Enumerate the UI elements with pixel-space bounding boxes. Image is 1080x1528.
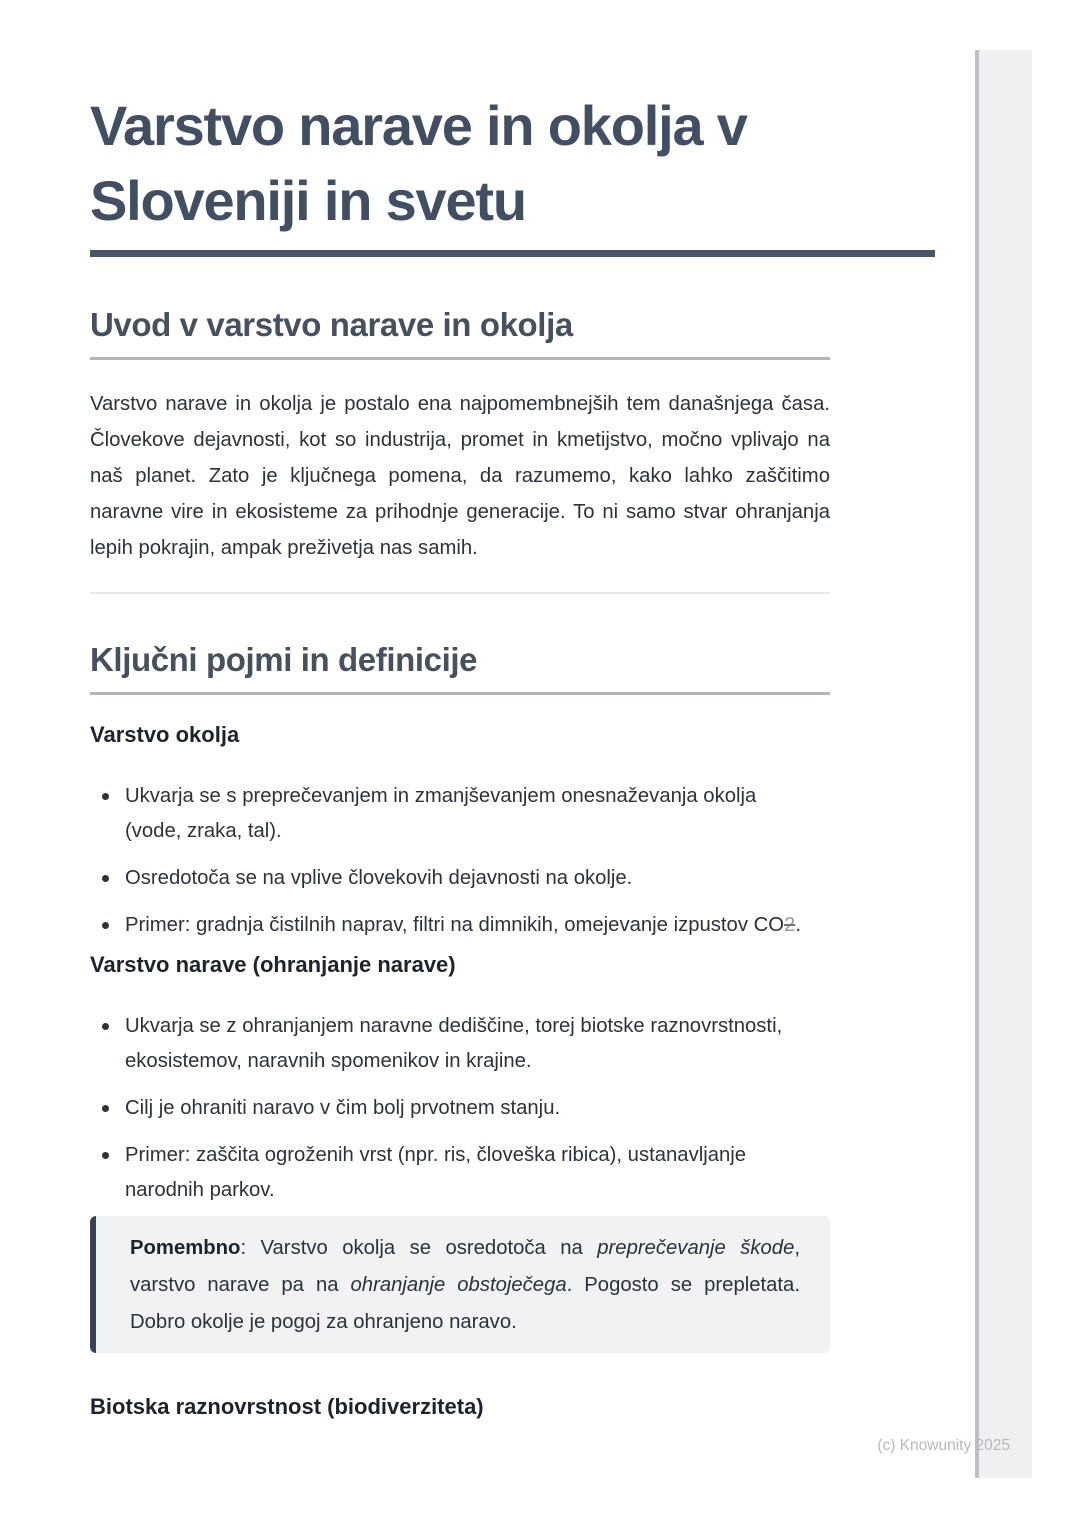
bullet-dot (102, 875, 109, 882)
callout-segment: . Pogosto se prepletata. Dobro okolje je pogoj za ohranjeno naravo. (130, 1274, 800, 1333)
list-item (90, 861, 811, 896)
list-item (90, 908, 811, 943)
title-rule (90, 250, 935, 257)
subheading-nature-protection: Varstvo narave (ohranjanje narave) (90, 952, 456, 977)
list-item-text: Cilj je ohraniti naravo v čim bolj prvotnem stanju. (125, 1097, 561, 1119)
list-item (90, 779, 811, 849)
callout-italic: preprečevanje škode (597, 1237, 795, 1259)
subheading-env-protection: Varstvo okolja (90, 722, 240, 747)
bullet-dot (102, 1105, 109, 1112)
callout-segment: , varstvo narave pa na (130, 1237, 800, 1296)
bullet-dot (102, 793, 109, 800)
list-item (90, 1009, 811, 1079)
page-title: Varstvo narave in okolja v Sloveniji in svetu (90, 94, 747, 232)
heading-rule (90, 357, 830, 360)
scrollbar-track[interactable] (975, 50, 1032, 1478)
copyright-watermark: (c) Knowunity 2025 (877, 1437, 1010, 1454)
nature-protection-list (90, 1009, 811, 1208)
section-heading-concepts: Ključni pojmi in definicije (90, 641, 478, 678)
list-item-text: Osredotoča se na vplive človekovih dejavnosti na okolje. (125, 867, 633, 889)
co2-subscript-struck: 2 (784, 914, 796, 936)
list-item-text: Ukvarja se z ohranjanjem naravne dediščine, torej biotske raznovrstnosti, ekosistemov, naravnih spomenikov in krajine. (125, 1015, 783, 1072)
list-item (90, 1091, 811, 1126)
list-item (90, 1138, 811, 1208)
list-item-text: Ukvarja se s preprečevanjem in zmanjševanjem onesnaževanja okolja (vode, zraka, tal). (125, 785, 757, 842)
subheading-biodiversity: Biotska raznovrstnost (biodiverziteta) (90, 1394, 484, 1419)
section-heading-intro: Uvod v varstvo narave in okolja (90, 306, 573, 343)
bullet-dot (102, 1152, 109, 1159)
list-item-text: Primer: zaščita ogroženih vrst (npr. ris, človeška ribica), ustanavljanje narodnih parkov. (125, 1144, 747, 1201)
callout-segment: : Varstvo okolja se osredotoča na (240, 1237, 598, 1259)
callout-italic: ohranjanje obstoječega (350, 1274, 567, 1296)
callout-text (130, 1230, 800, 1341)
bullet-dot (102, 922, 109, 929)
list-item-text: . (795, 914, 801, 936)
bullet-dot (102, 1023, 109, 1030)
important-callout (90, 1216, 830, 1353)
callout-label: Pomembno (130, 1237, 241, 1259)
env-protection-list (90, 779, 811, 943)
section-divider (90, 592, 830, 594)
intro-paragraph: Varstvo narave in okolja je postalo ena najpomembnejših tem današnjega časa. Človekove dejavnosti, kot so industrija, promet in kmetijstvo, močno vplivajo na naš planet. Zato je ključnega pomena, da razumemo, kako lahko zaščitimo naravne vire in ekosisteme za prihodnje generacije. To ni samo stvar ohranjanja lepih pokrajin, ampak preživetja nas samih. (90, 393, 830, 559)
document-page (90, 0, 830, 1421)
list-item-text: Primer: gradnja čistilnih naprav, filtri na dimnikih, omejevanje izpustov CO (125, 914, 785, 936)
heading-rule (90, 692, 830, 695)
